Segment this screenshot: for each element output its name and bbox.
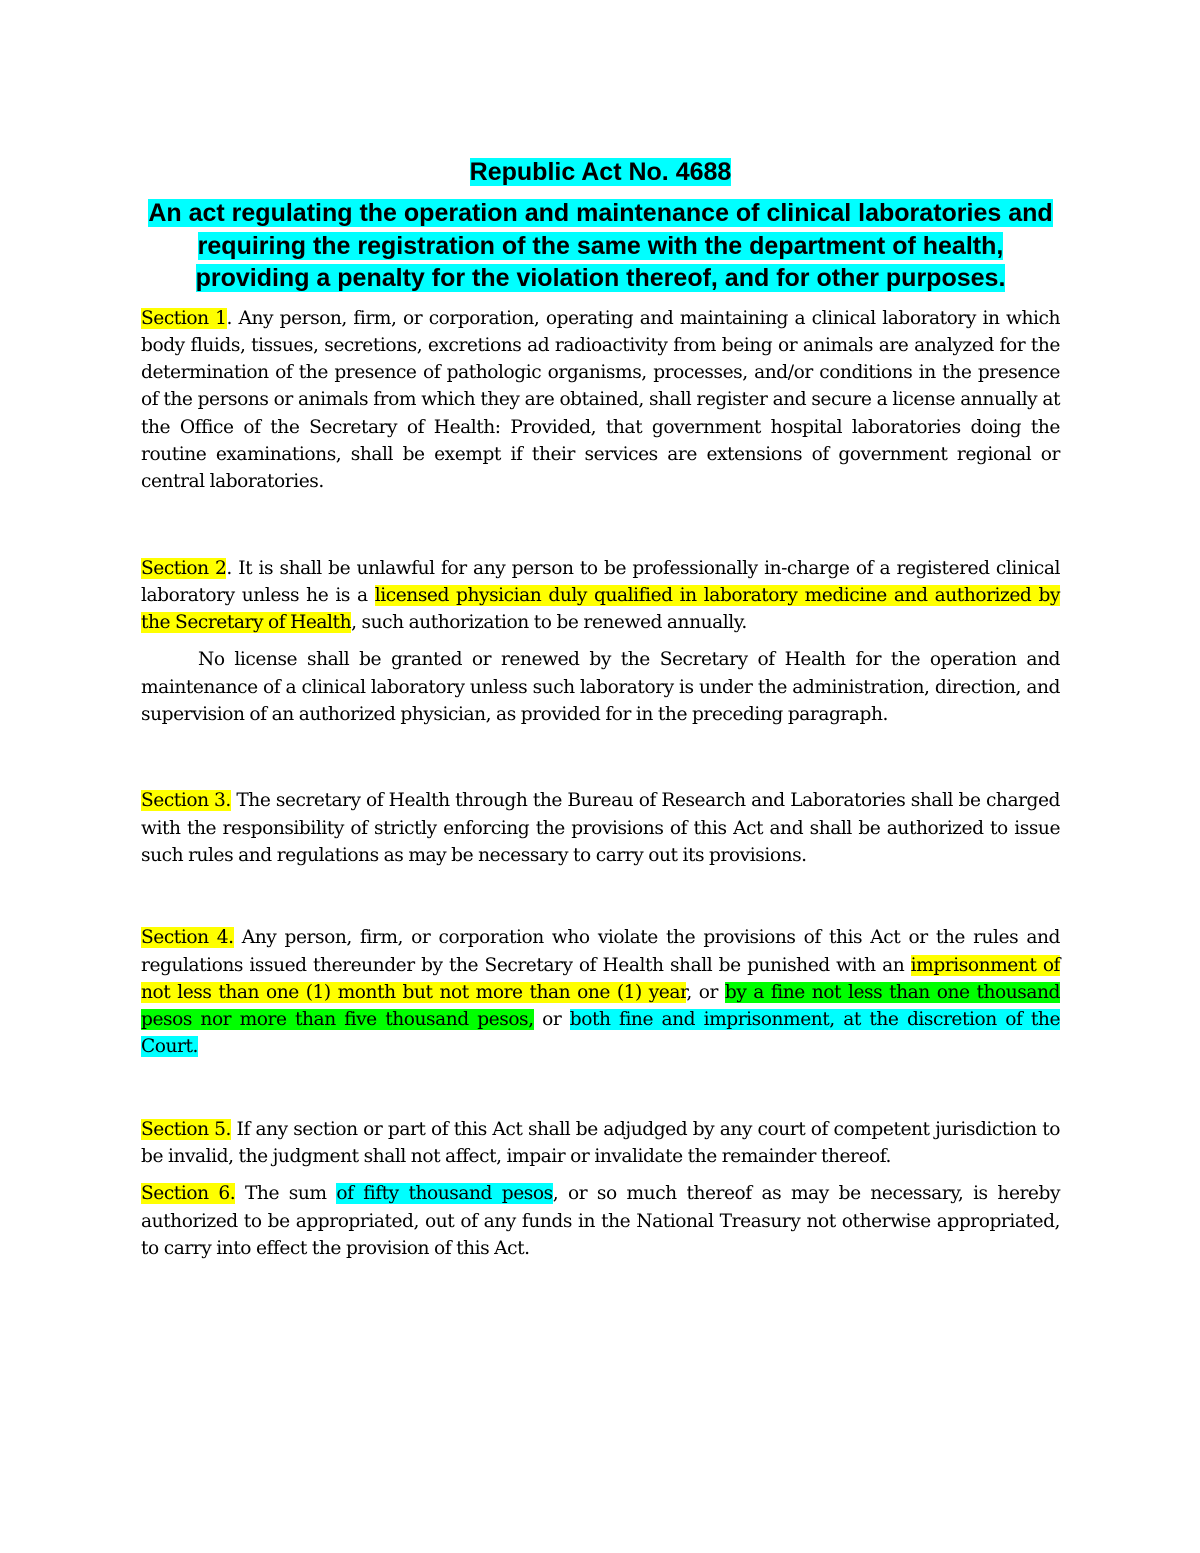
section-4-both-highlight: both fine and imprisonment, at the discretion of the Court. (141, 1009, 1060, 1058)
section-5-text: If any section or part of this Act shall be adjudged by any court of competent jurisdiction to be invalid, the judgment shall not affect, impair or invalidate the remainder thereof. (141, 1118, 1060, 1168)
act-subtitle (141, 197, 1060, 295)
section-2-label: Section 2 (141, 557, 227, 579)
section-4-text-c: or (533, 1009, 570, 1031)
section-1-text: Any person, firm, or corporation, operating and maintaining a clinical laboratory in which body fluids, tissues, secretions, excretions ad radioactivity from being or animals are analyzed for the determination of the presence of pathologic organisms, processes, and/or conditions in the presence of the persons or animals from which they are obtained, shall register and secure a license annually at the Office of the Secretary of Health: Provided, that government hospital laboratories doing the routine examinations, shall be exempt if their services are extensions of government regional or central laboratories. (141, 307, 1060, 493)
section-2 (141, 555, 1060, 637)
section-2-punct: . (226, 557, 232, 579)
section-4-text-a: Any person, firm, or corporation who violate the provisions of this Act or the rules and regulations issued thereunder by the Secretary of Health shall be punished with an (141, 927, 1060, 976)
section-6-text-b: , or so much thereof as may be necessary, is hereby authorized to be appropriated, out of any funds in the National Treasury not otherwise appropriated, to carry into effect the provision of this Act. (141, 1183, 1060, 1259)
section-6 (141, 1180, 1060, 1262)
section-1-label: Section 1 (141, 307, 227, 329)
section-4-imprisonment-highlight: imprisonment of not less than one (1) month but not more than one (1) year (141, 954, 1060, 1003)
act-title-text: Republic Act No. 4688 (469, 158, 732, 186)
section-3 (141, 787, 1060, 869)
section-6-label: Section 6. (141, 1183, 236, 1205)
section-2-paragraph-2: No license shall be granted or renewed by the Secretary of Health for the operation and maintenance of a clinical laboratory unless such laboratory is under the administration, direction, and supervision of an authorized physician, as provided for in the preceding paragraph. (141, 649, 1060, 726)
section-4 (141, 924, 1060, 1060)
section-1-punct: . (226, 307, 232, 329)
section-2-highlight: licensed physician duly qualified in laboratory medicine and authorized by the Secretary of Health (141, 584, 1060, 634)
section-4-label: Section 4. (141, 927, 234, 949)
section-2-text-b: , such authorization to be renewed annually. (351, 612, 747, 634)
section-2-text-a: It is shall be unlawful for any person to be professionally in-charge of a registered clinical laboratory unless he is a (141, 557, 1060, 606)
section-5-label: Section 5. (141, 1118, 231, 1140)
section-3-text: The secretary of Health through the Bureau of Research and Laboratories shall be charged with the responsibility of strictly enforcing the provisions of this Act and shall be authorized to issue such rules and regulations as may be necessary to carry out its provisions. (141, 790, 1060, 866)
section-4-text-b: , or (686, 981, 725, 1003)
section-6-highlight: of fifty thousand pesos (336, 1183, 553, 1205)
act-subtitle-text: An act regulating the operation and maintenance of clinical laboratories and requiring the registration of the same with the department of health, providing a penalty for the violation thereof, and for other purposes. (148, 199, 1053, 292)
section-6-text-a: The sum (235, 1183, 337, 1205)
section-1 (141, 305, 1060, 496)
section-3-label: Section 3. (141, 790, 231, 812)
section-4-fine-highlight: by a fine not less than one thousand pesos nor more than five thousand pesos, (141, 981, 1061, 1031)
section-5 (141, 1116, 1060, 1171)
act-title (141, 156, 1060, 189)
document-page (141, 156, 1060, 1262)
